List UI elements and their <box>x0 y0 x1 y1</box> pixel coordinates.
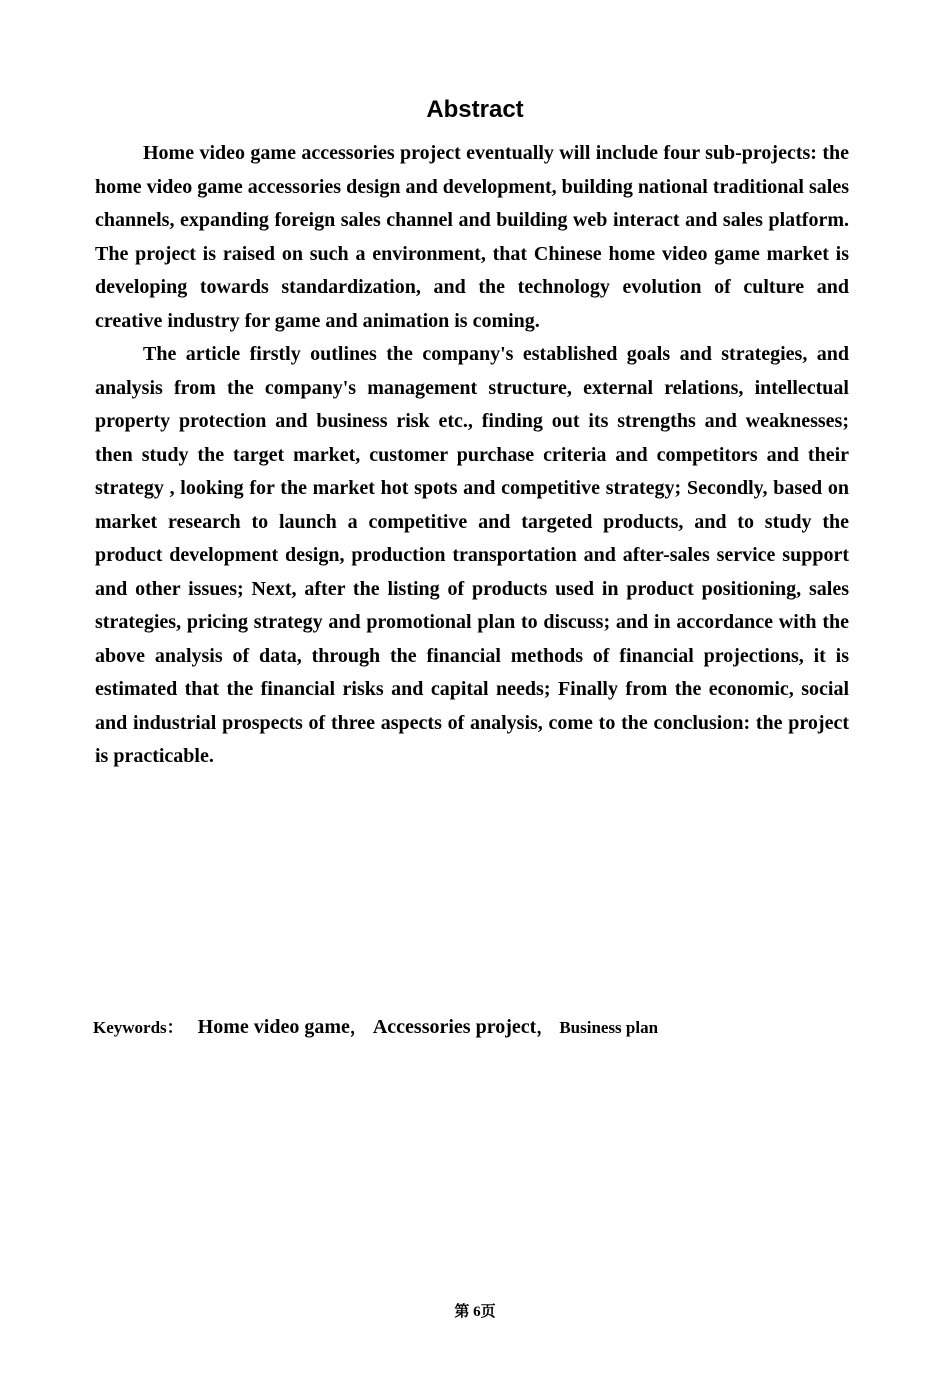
keyword-item: Home video game <box>197 1016 350 1038</box>
keyword-item: Business plan <box>559 1018 659 1037</box>
keywords-label: Keywords <box>93 1018 167 1037</box>
abstract-title: Abstract <box>426 96 524 123</box>
abstract-body <box>95 137 849 774</box>
keyword-item: Accessories project <box>372 1016 537 1038</box>
abstract-paragraph-1: Home video game accessories project eventually will include four sub-projects: the home video game accessories design and development, building national traditional sales channels, expanding foreign sales channel and building web interact and sales platform. The project is raised on such a environment, that Chinese home video game market is developing towards standardization, and the technology evolution of culture and creative industry for game and animation is coming. <box>95 142 849 332</box>
keywords-line <box>93 1013 853 1039</box>
abstract-paragraph-2: The article firstly outlines the company's established goals and strategies, and analysis from the company's management structure, external relations, intellectual property protection and business risk etc., finding out its strengths and weaknesses; then study the target market, customer purchase criteria and competitors and their strategy , looking for the market hot spots and competitive strategy; Secondly, based on market research to launch a competitive and targeted products, and to study the product development design, production transportation and after-sales service support and other issues; Next, after the listing of products used in product positioning, sales strategies, pricing strategy and promotional plan to discuss; and in accordance with the above analysis of data, through the financial methods of financial projections, it is estimated that the financial risks and capital needs; Finally from the economic, social and industrial prospects of three aspects of analysis, come to the conclusion: the project is practicable. <box>95 343 849 767</box>
keyword-comma: ， <box>536 1018 554 1037</box>
keyword-comma: ， <box>349 1018 367 1037</box>
page-number: 第 6页 <box>454 1304 496 1320</box>
keywords-separator: ： <box>166 1018 184 1037</box>
